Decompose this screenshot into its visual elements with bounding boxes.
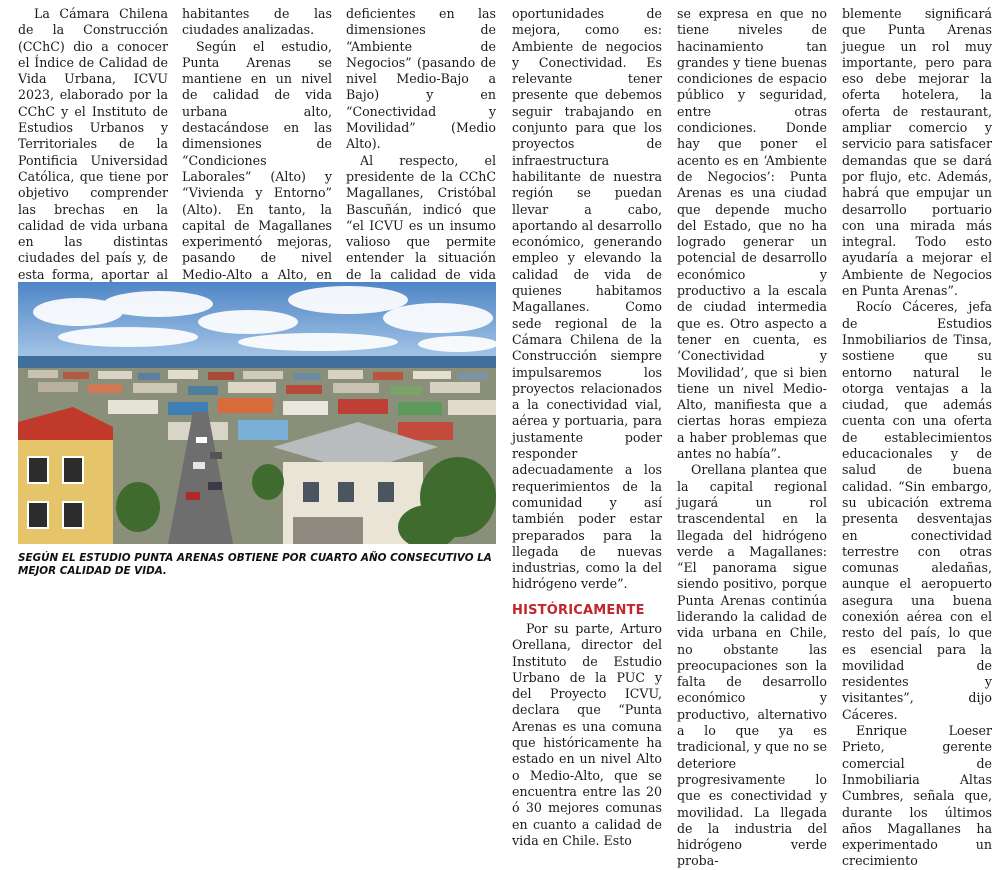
article-column-6 (842, 6, 992, 870)
paragraph: La Cámara Chilena de la Construcción (CChC) dio a conocer el Índice de Calidad de Vida Urbana, ICVU 2023, elaborado por la CChC y el Instituto de Estudios Urbanos y Territoriales de la Pontificia Universidad Católica, que tiene por objetivo comprender las brechas en la calidad de vida urbana en las distintas ciudades del país y, de esta forma, aportar al (18, 6, 168, 282)
paragraph: se expresa en que no tiene niveles de hacinamiento tan grandes y tiene buenas condiciones de espacio público y seguridad, entre otras condiciones. Donde hay que poner el acento es en ‘Ambiente de Negocios’: Punta Arenas es una ciudad que depende mucho del Estado, que no ha logrado generar un potencial de desarrollo económico y productivo a la escala de ciudad intermedia que es. Otro aspecto a tener en cuenta, es ‘Conectividad y Movilidad’, que si bien tiene un nivel Medio-Alto, manifiesta que a ciertas horas empieza a haber problemas que antes no había”. (677, 6, 827, 462)
paragraph: Enrique Loeser Prieto, gerente comercial de Inmobiliaria Altas Cumbres, señala que, durante los últimos años Magallanes ha experimentado un crecimiento (842, 723, 992, 869)
paragraph: deficientes en las dimensiones de “Ambiente de Negocios” (pasando de nivel Medio-Bajo a Bajo) y en “Conectividad y Movilidad” (Medio Alto). (346, 6, 496, 152)
paragraph: Según el estudio, Punta Arenas se mantiene en un nivel de calidad de vida urbana alto, destacándose en las dimensiones de “Condiciones Laborales” (Alto) y “Vivienda y Entorno” (Alto). En tanto, la capital de Magallanes experimentó mejoras, pasando de nivel Medio-Alto a Alto, en (182, 38, 332, 282)
paragraph: Orellana plantea que la capital regional jugará un rol trascendental en la llegada del hidrógeno verde a Magallanes: “El panorama sigue siendo positivo, porque Punta Arenas continúa liderando la calidad de vida urbana en Chile, no obstante las preocupaciones son la falta de desarrollo económico y productivo, alternativo a lo que ya es tradicional, y que no se deteriore progresivamente lo que es conectividad y movilidad. La llegada de la industria del hidrógeno verde proba- (677, 462, 827, 869)
section-heading: HISTÓRICAMENTE (512, 602, 645, 618)
article-column-5 (677, 6, 827, 870)
city-photo (18, 282, 496, 544)
paragraph: oportunidades de mejora, como es: Ambiente de negocios y Conectividad. Es relevante tener presente que debemos seguir trabajando en conjunto para que los proyectos de infraestructura habilitante de nuestra región se puedan llevar a cabo, aportando al desarrollo económico, generando empleo y elevando la calidad de vida de quienes habitamos Magallanes. Como sede regional de la Cámara Chilena de la Construcción siempre impulsaremos los proyectos relacionados a la conectividad vial, aérea y portuaria, para justamente poder responder adecuadamente a los requerimientos de la comunidad y así también poder estar preparados para la llegada de nuevas industrias, como la del hidrógeno verde”. (512, 6, 662, 592)
paragraph: blemente significará que Punta Arenas juegue un rol muy importante, pero para eso debe mejorar la oferta hotelera, la oferta de restaurant, ampliar comercio y servicio para satisfacer demandas que se dará por flujo, etc. Además, habrá que empujar un desarrollo portuario con una mirada más integral. Todo esto ayudaría a mejorar el Ambiente de Negocios en Punta Arenas”. (842, 6, 992, 299)
paragraph: habitantes de las ciudades analizadas. (182, 6, 332, 38)
paragraph: Por su parte, Arturo Orellana, director del Instituto de Estudio Urbano de la PUC y del Proyecto ICVU, declara que “Punta Arenas es una comuna que históricamente ha estado en un nivel Alto o Medio-Alto, que se encuentra entre las 20 ó 30 mejores comunas en cuanto a calidad de vida en Chile. Esto (512, 620, 662, 848)
sea (18, 356, 496, 368)
foreground-red-house (18, 407, 113, 544)
article-column-4 (512, 6, 662, 849)
paragraph: Rocío Cáceres, jefa de Estudios Inmobiliarios de Tinsa, sostiene que su entorno natural le otorga ventajas a la ciudad, que además cuenta con una oferta de establecimientos educacionales y de salud de buena calidad. “Sin embargo, su ubicación extrema presenta desventajas en conectividad terrestre con otras comunas aledañas, aunque el aeropuerto asegura una buena conexión aérea con el resto del país, lo que es esencial para la movilidad de residentes y visitantes”, dijo Cáceres. (842, 299, 992, 722)
stairway (293, 517, 363, 544)
photo-caption: SEGÚN EL ESTUDIO PUNTA ARENAS OBTIENE POR CUARTO AÑO CONSECUTIVO LA MEJOR CALIDAD DE VIDA. (18, 552, 492, 577)
paragraph: Al respecto, el presidente de la CChC Magallanes, Cristóbal Bascuñán, indicó que “el ICVU es un insumo valioso que permite entender la situación de la calidad de vida (346, 152, 496, 282)
